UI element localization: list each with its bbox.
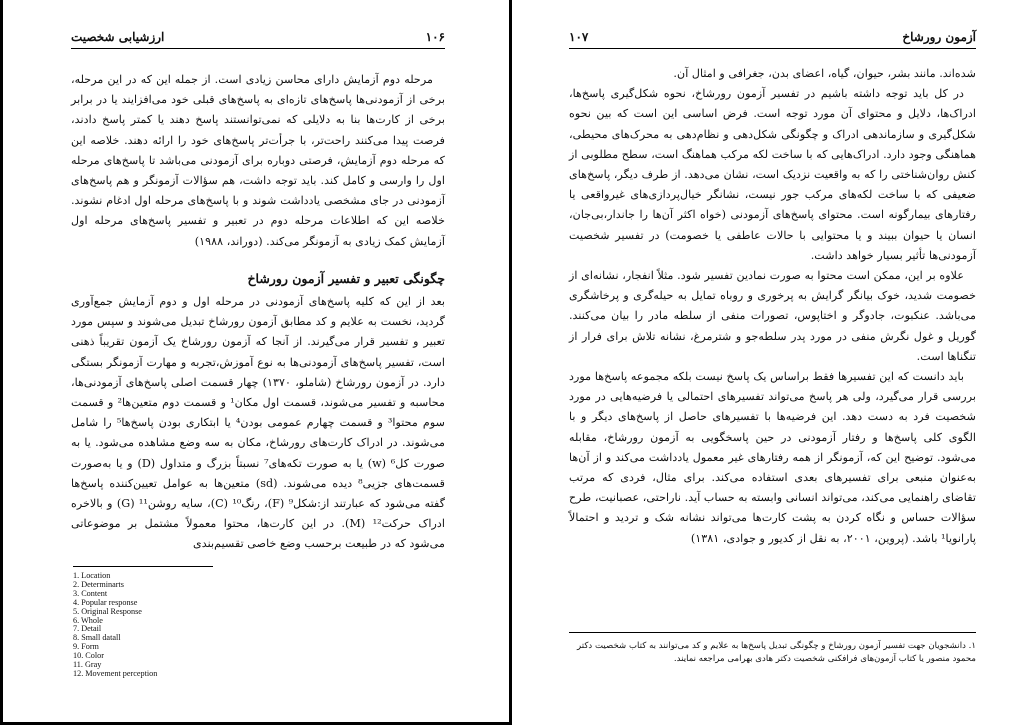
- footnote-item: 11. Gray: [73, 660, 102, 670]
- section-heading: چگونگی تعبیر و تفسیر آزمون رورشاخ: [247, 270, 445, 286]
- left-page-header: [71, 30, 445, 44]
- right-page-running-title: آزمون رورشاخ: [902, 30, 976, 44]
- right-page-header: [569, 30, 976, 44]
- paragraph: بعد از این که کلیه پاسخ‌های آزمودنی در مرحله اول و دوم آزمایش جمع‌آوری گردید، نخست به علایم و کد مطابق آزمون رورشاخ تبدیل می‌شوند و سپس مورد تعبیر و تفسیر قرار می‌گیرند. از آنجا که آزمون رورشاخ یک آزمون تقریباً ذهنی است، تفسیر پاسخ‌های آزمودنی‌ها به نوع آموزش،تجربه و مهارت آزمونگر بستگی دارد. در آزمون رورشاخ (شاملو، ۱۳۷۰) چهار قسمت اصلی پاسخ‌های آزمودنی‌ها، محاسبه و تفسیر می‌شوند، قسمت اول مکان¹ و قسمت دوم متعین‌ها² و قسمت سوم محتوا³ و قسمت چهارم عمومی بودن⁴ یا ابتکاری بودن پاسخ‌ها⁵ را شامل می‌شوند. در ادراک کارت‌های رورشاخ، مکان به سه وضع مشاهده می‌شود. یا به صورت کل⁶ (w) یا به صورت تکه‌های⁷ نسبتاً بزرگ و متداول (D) و یا به‌صورت قسمت‌های جزیی⁸ دیده می‌شوند. (sd) متعین‌ها به عوامل تعیین‌کننده پاسخ‌ها گفته می‌شود که عبارتند از:شکل⁹ (F)، رنگ¹⁰ (C)، سایه روشن¹¹ (G) و بالاخره ادراک حرکت¹² (M). در این کارت‌ها، محتوا معمولاً مشتمل بر موضوعاتی می‌شود که در طبیعت برحسب وضع خاصی تقسیم‌بندی: [71, 295, 446, 551]
- left-page-running-title: ارزشیابی شخصیت: [71, 30, 165, 44]
- footnote-item: 6. Whole: [73, 615, 103, 625]
- paragraph: شده‌اند. مانند بشر، حیوان، گیاه، اعضای بدن، جغرافی و امثال آن.: [673, 67, 976, 80]
- left-page-number: ۱۰۶: [425, 30, 445, 44]
- footnote-item: 7. Detail: [73, 624, 102, 634]
- footnote-item: 8. Small datall: [73, 633, 121, 643]
- paragraph: علاوه بر این، ممکن است محتوا به صورت نمادین تفسیر شود. مثلاً انفجار، نشانه‌ای از خصومت شدید، خوک بیانگر گرایش به پرخوری و روباه تمایل به حیله‌گری و پرخاشگری می‌باشد. عنکبوت، جادوگر و اختاپوس، تصورات منفی از سلطه مادر را بیان می‌کنند. گوریل و غول نگرش منفی در مورد پدر سلطه‌جو و شترمرغ، نشانه تلاش برای فرار از تنگناها است.: [569, 269, 976, 363]
- paragraph: در کل باید توجه داشته باشیم در تفسیر آزمون رورشاخ، نحوه شکل‌گیری پاسخ‌ها، ادراک‌ها، دلایل و محتوای آن مورد توجه است. فرض اساسی این است که بین نحوه شکل‌گیری و سازماندهی ادراک و چگونگی شکل‌دهی و نظام‌دهی به محرک‌های محیطی، هماهنگی وجود دارد. ادراک‌هایی که با ساخت لکه مرکب هماهنگ است، سطح مطلوبی از کنش روان‌شناختی را که به واقعیت نزدیک است، نشان می‌دهد. از طرف دیگر، پاسخ‌های ضعیفی که با ساخت لکه‌های مرکب جور نیست، نشانگر خیال‌پردازی‌های غیرواقعی یا رفتارهای بیمارگونه است. محتوای پاسخ‌های آزمودنی (خواه اکثر آن‌ها را جاندار،بی‌جان، انسان یا حیوان ببیند و یا محتوایی با حالات عاطفی یا خصومت) در تفسیر شخصیت آزمودنی‌ها تأثیر بسیار خواهد داشت.: [569, 87, 976, 262]
- header-rule: [569, 48, 976, 49]
- footnote-list: [73, 572, 157, 679]
- footnote: ۱. دانشجویان جهت تفسیر آزمون رورشاخ و چگونگی تبدیل پاسخ‌ها به علایم و کد می‌توانند به کتاب شخصیت دکتر محمود منصور یا کتاب آزمون‌های فرافکنی شخصیت دکتر هادی بهرامی مراجعه نمایند.: [577, 641, 976, 664]
- header-rule: [71, 48, 445, 49]
- paragraph: باید دانست که این تفسیرها فقط براساس یک پاسخ نیست بلکه مجموعه پاسخ‌ها مورد بررسی قرار می‌گیرد، ولی هر پاسخ می‌تواند تفسیرهای احتمالی یا فرضیه‌هایی در مورد شخصیت فرد به دست دهد. این فرضیه‌ها با تفسیرهای حاصل از پاسخ‌های دیگر و با الگوی کلی پاسخ‌ها و رفتار آزمودنی در حین پاسخگویی به آزمون رورشاخ، مقابله می‌شود. توضیح این که، آزمونگر از همه رفتارهای غیر معمول یادداشت می‌کند و از آن‌ها به‌عنوان منبعی برای تفسیرهای بعدی استفاده می‌کند. برای مثال، فردی که مرتب تقاضای راهنمایی می‌کند، می‌تواند انسانی وابسته به حساب آید. ناراحتی، عصبانیت، طرح سؤالات حساس و نگاه کردن به پشت کارت‌ها می‌تواند نشانه شک و تردید و احتمالاً پارانویا¹ باشد. (پروین، ۲۰۰۱، به نقل از کدیور و جوادی، ۱۳۸۱): [569, 370, 976, 545]
- footnote-item: 5. Original Response: [73, 606, 142, 616]
- footnote-rule: [569, 632, 976, 633]
- footnote-rule: [73, 566, 213, 567]
- left-page: [0, 0, 509, 725]
- footnote-item: 9. Form: [73, 642, 99, 652]
- footnote-item: 10. Color: [73, 651, 104, 661]
- footnote-item: 1. Location: [73, 571, 111, 580]
- footnote-item: 2. Determinarts: [73, 579, 124, 589]
- footnote-item: 3. Content: [73, 588, 108, 598]
- right-page: [512, 0, 1021, 725]
- footnote-item: 12. Movement perception: [73, 668, 158, 678]
- right-page-body: [569, 64, 976, 549]
- footnote-item: 4. Popular response: [73, 597, 138, 607]
- left-page-body: [71, 70, 445, 555]
- right-page-number: ۱۰۷: [569, 30, 589, 44]
- paragraph: مرحله دوم آزمایش دارای محاسن زیادی است. از جمله این که در این مرحله، برخی از آزمودنی‌ها پاسخ‌های تازه‌ای به پاسخ‌های قبلی خود می‌افزایند یا در برابر برخی از کارت‌ها بنا به دلایلی که نمی‌توانستند پاسخ دهند یا کمتر پاسخ دادند، فرصت پیدا می‌کنند راحت‌تر، با جرأت‌تر پاسخ‌های خود را ارائه دهند. خلاصه این که مرحله دوم آزمایش، فرصتی دوباره برای آزمودنی می‌باشد تا پاسخ‌های مرحله اول را وارسی و کامل کند. باید توجه داشت، هم سؤالات آزمونگر و هم پاسخ‌های آزمودنی در جای مشخصی یادداشت شوند و با پاسخ‌های مرحله اول ادغام نشوند. خلاصه این که اطلاعات مرحله دوم در تعبیر و تفسیر پاسخ‌های مرحله اول آزمایش کمک زیادی به آزمونگر می‌کند. (دوراند، ۱۹۸۸): [71, 73, 445, 248]
